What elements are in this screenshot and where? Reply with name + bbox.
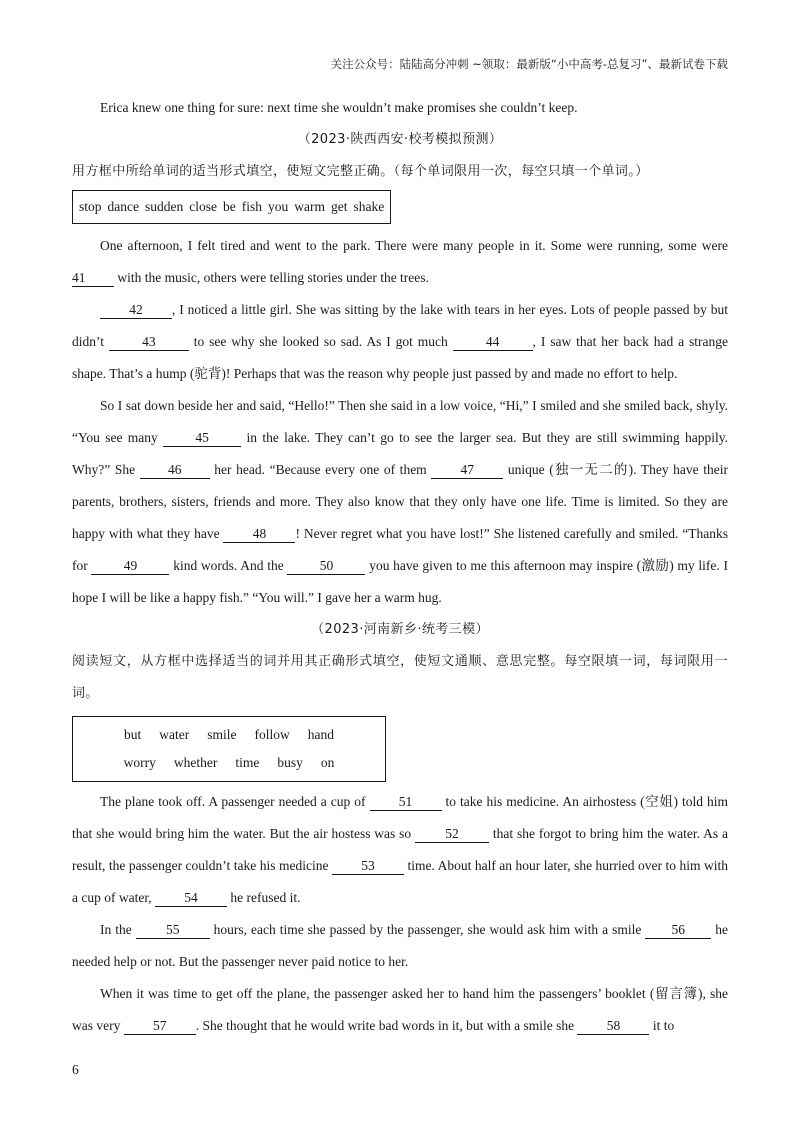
section2-instruction: 阅读短文，从方框中选择适当的词并用其正确形式填空，使短文通顺、意思完整。每空限填一词，每词限用一词。 (72, 654, 728, 701)
word-box-item: get (331, 199, 348, 214)
blank-49: 49 (91, 557, 169, 575)
blank-58: 58 (577, 1017, 649, 1035)
blank-47: 47 (431, 461, 503, 479)
paragraph: In the 55 hours, each time she passed by the passenger, she would ask him with a smile 56 he needed help or not. But the passenger never paid notice to her. (72, 922, 728, 969)
paragraph: When it was time to get off the plane, the passenger asked her to hand him the passengers’ booklet (留言簿), she was very 57 . She thought that he would write bad words in it, but with a smile she 58 it to (72, 986, 728, 1033)
word-box-item: sudden (145, 199, 184, 214)
word-box-1 (72, 190, 391, 224)
word-box-item: dance (107, 199, 139, 214)
word-box-row (73, 749, 385, 777)
blank-45: 45 (163, 429, 241, 447)
word-box-item: worry (123, 755, 156, 770)
word-box-item: busy (277, 755, 303, 770)
blank-41: 41 (72, 269, 114, 287)
blank-43: 43 (109, 333, 189, 351)
word-box-item: follow (254, 727, 290, 742)
word-box-item: fish (241, 199, 262, 214)
word-box-item: shake (353, 199, 385, 214)
section1-instruction: 用方框中所给单词的适当形式填空，使短文完整正确。（每个单词限用一次，每空只填一个单词。） (72, 164, 649, 179)
document-body (72, 92, 728, 1042)
word-box-item: hand (307, 727, 334, 742)
blank-54: 54 (155, 889, 227, 907)
blank-53: 53 (332, 857, 404, 875)
word-box-item: but (124, 727, 142, 742)
paragraph: The plane took off. A passenger needed a cup of 51 to take his medicine. An airhostess (空姐) told him that she would bring him the water. But the air hostess was so 52 that she forgot to bring him the water. As a result, the passenger couldn’t take his medicine 53 time. About half an hour later, she hurried over to him with a cup of water, 54 he refused it. (72, 794, 729, 905)
word-box-item: warm (294, 199, 325, 214)
word-box-item: water (159, 727, 190, 742)
blank-42: 42 (100, 301, 172, 319)
paragraph: So I sat down beside her and said, “Hello!” Then she said in a low voice, “Hi,” I smiled and she smiled back, shyly. “You see many 45 in the lake. They can’t go to see the larger sea. But they are still swimming happily. Why?” She 46 her head. “Because every one of them 47 unique (独一无二的). They have their parents, brothers, sisters, friends and more. They also know that they only have one life. Time is limited. So they are happy with what they have 48 ! Never regret what you have lost!” She listened carefully and smiled. “Thanks for 49 kind words. And the 50 you have given to me this afternoon may inspire (激励) my life. I hope I will be like a happy fish.” “You will.” I gave her a warm hug. (72, 398, 729, 605)
word-box-item: smile (207, 727, 237, 742)
page-header: 关注公众号：陆陆高分冲刺 ~领取：最新版“小中高考-总复习”、最新试卷下载 (330, 57, 728, 71)
blank-50: 50 (287, 557, 365, 575)
intro-line: Erica knew one thing for sure: next time she wouldn’t make promises she couldn’t keep. (100, 100, 578, 115)
blank-46: 46 (140, 461, 210, 479)
paragraph: One afternoon, I felt tired and went to the park. There were many people in it. Some were running, some were 41 with the music, others were telling stories under the trees. (72, 238, 728, 285)
blank-52: 52 (415, 825, 489, 843)
blank-56: 56 (645, 921, 711, 939)
word-box-item: be (223, 199, 236, 214)
word-box-row (73, 721, 385, 749)
section2-source: （2023·河南新乡·统考三模） (311, 622, 489, 637)
paragraph: 42 , I noticed a little girl. She was sitting by the lake with tears in her eyes. Lots of people passed by but didn’t 43 to see why she looked so sad. As I got much 44 , I saw that her back had a strange shape. That’s a hump (驼背)! Perhaps that was the reason why people just passed by and made no effort to help. (72, 302, 728, 381)
word-box-item: stop (79, 199, 102, 214)
blank-48: 48 (223, 525, 295, 543)
section1-source: （2023·陕西西安·校考模拟预测） (297, 132, 503, 147)
word-box-item: close (189, 199, 217, 214)
page-number: 6 (72, 1062, 79, 1077)
word-box-item: you (268, 199, 289, 214)
blank-57: 57 (124, 1017, 196, 1035)
blank-51: 51 (370, 793, 442, 811)
word-box-item: whether (173, 755, 218, 770)
blank-44: 44 (453, 333, 533, 351)
word-box-item: on (320, 755, 335, 770)
word-box-2 (72, 716, 386, 782)
blank-55: 55 (136, 921, 210, 939)
word-box-item: time (235, 755, 260, 770)
